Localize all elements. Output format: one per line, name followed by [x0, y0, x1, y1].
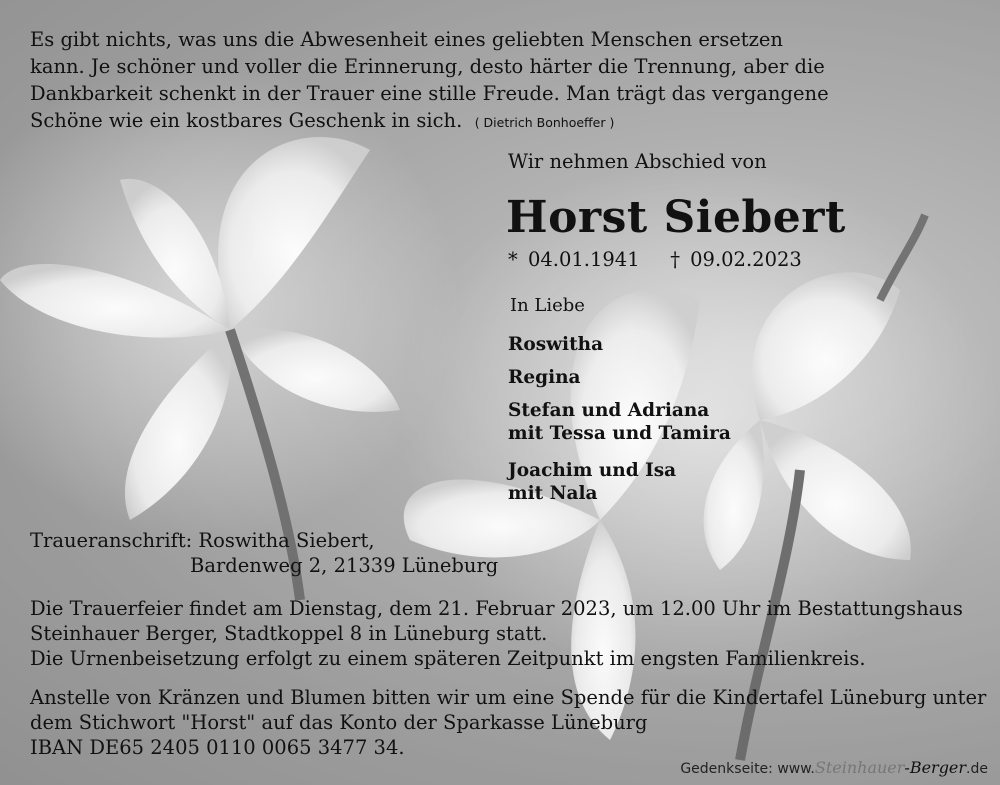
- family-member: [508, 333, 603, 356]
- quote-source: ( Dietrich Bonhoeffer ): [474, 115, 615, 130]
- ceremony-info: [30, 596, 963, 671]
- family-member: [508, 399, 731, 445]
- family-name-line: Stefan und Adriana: [508, 400, 710, 421]
- ceremony-line: Die Trauerfeier findet am Dienstag, dem 21. Februar 2023, um 12.00 Uhr im Bestattungshaus: [30, 597, 963, 620]
- family-member: [508, 366, 581, 389]
- donation-info: [30, 685, 986, 760]
- brand-steinhauer: Steinhauer: [814, 758, 905, 777]
- family-name-line: Joachim und Isa: [508, 460, 677, 481]
- bonhoeffer-quote: [30, 26, 829, 136]
- family-name-line: mit Nala: [508, 483, 598, 504]
- ceremony-line: Steinhauer Berger, Stadtkoppel 8 in Lüneburg statt.: [30, 622, 548, 645]
- brand-berger: Berger: [909, 758, 967, 777]
- life-dates: * 04.01.1941 † 09.02.2023: [508, 248, 802, 271]
- deceased-name: Horst Siebert: [506, 192, 846, 243]
- family-name-line: Roswitha: [508, 334, 604, 355]
- family-name-line: mit Tessa und Tamira: [508, 423, 731, 444]
- footer-suffix: .de: [966, 761, 988, 777]
- mourning-address-line1: Traueranschrift: Roswitha Siebert,: [30, 529, 375, 552]
- in-love-label: In Liebe: [510, 295, 585, 316]
- family-member: [508, 459, 676, 505]
- quote-line: Dankbarkeit schenkt in der Trauer eine stille Freude. Man trägt das vergangene: [30, 82, 829, 105]
- farewell-intro: Wir nehmen Abschied von: [508, 150, 767, 173]
- quote-line: Es gibt nichts, was uns die Abwesenheit eines geliebten Menschen ersetzen: [30, 28, 783, 51]
- donation-line: IBAN DE65 2405 0110 0065 3477 34.: [30, 736, 405, 759]
- quote-line: kann. Je schöner und voller die Erinnerung, desto härter die Trennung, aber die: [30, 55, 825, 78]
- footer-prefix: Gedenkseite: www.: [680, 761, 815, 777]
- brand-dash: -: [904, 758, 910, 777]
- mourning-address-line2: Bardenweg 2, 21339 Lüneburg: [190, 554, 499, 577]
- ceremony-line: Die Urnenbeisetzung erfolgt zu einem späteren Zeitpunkt im engsten Familienkreis.: [30, 647, 866, 670]
- family-name-line: Regina: [508, 367, 581, 388]
- memorial-page-link[interactable]: [680, 758, 988, 777]
- quote-line: Schöne wie ein kostbares Geschenk in sich.: [30, 109, 463, 132]
- donation-line: dem Stichwort "Horst" auf das Konto der Sparkasse Lüneburg: [30, 711, 648, 734]
- donation-line: Anstelle von Kränzen und Blumen bitten wir um eine Spende für die Kindertafel Lüneburg unter: [30, 686, 987, 709]
